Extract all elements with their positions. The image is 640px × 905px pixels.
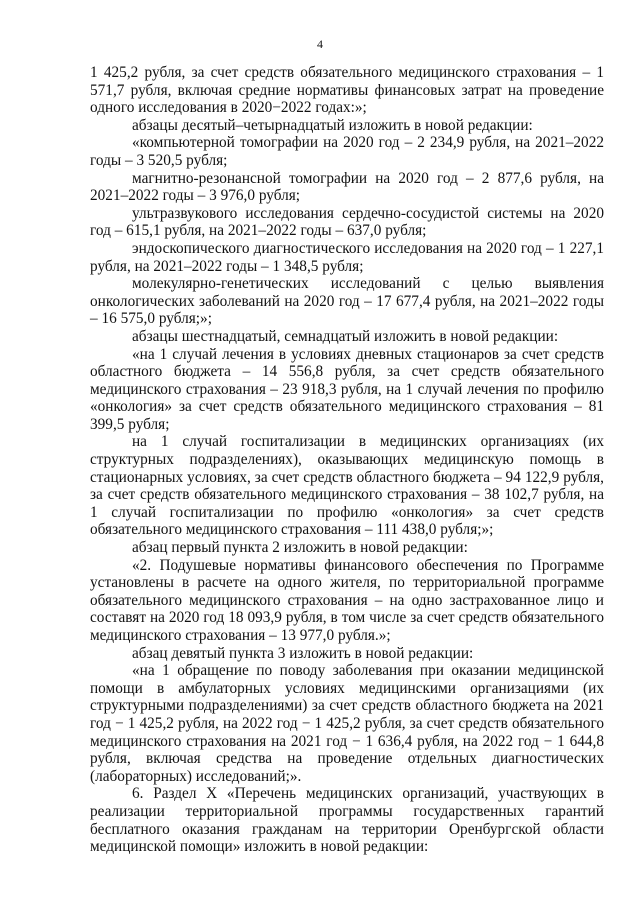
paragraph-ultrasound-norm: ультразвукового исследования сердечно-сосудистой системы на 2020 год – 615,1 рубля, на 2021–2022 годы – 637,0 рубля; bbox=[90, 204, 604, 240]
paragraph-amendment-instruction: абзац девятый пункта 3 изложить в новой редакции: bbox=[132, 644, 474, 662]
paragraph-section-x-amendment: 6. Раздел X «Перечень медицинских организаций, участвующих в реализации территориальной программы государственных гарантий бесплатного оказания гражданам на территории Оренбургской области медицинской помощи» изложить в новой редакции: bbox=[90, 785, 604, 856]
document-body bbox=[90, 64, 604, 856]
page-number: 4 bbox=[317, 37, 323, 51]
paragraph-ct-norm: «компьютерной томографии на 2020 год – 2 234,9 рубля, на 2021–2022 годы – 3 520,5 рубля; bbox=[90, 134, 604, 169]
paragraph-per-capita-norm: «2. Подушевые нормативы финансового обеспечения по Программе установлены в расчете на одного жителя, по территориальной программе обязательного медицинского страхования – на одно застрахованное лицо и составят на 2020 год 18 093,9 рубля, в том числе за счет средств обязательного медицинского страхования – 13 977,0 рубля.»; bbox=[90, 556, 604, 644]
paragraph-amendment-instruction: абзацы десятый–четырнадцатый изложить в новой редакции: bbox=[132, 116, 533, 134]
paragraph-amendment-instruction: абзац первый пункта 2 изложить в новой редакции: bbox=[132, 539, 468, 557]
paragraph-outpatient-norm: «на 1 обращение по поводу заболевания при оказании медицинской помощи в амбулаторных условиях медицинскими организациями (их структурными подразделениями) за счет средств областного бюджета на 2021 год − 1 425,2 рубля, на 2022 год − 1 425,2 рубля, за счет средств обязательного медицинского страхования на 2021 год − 1 636,4 рубля, на 2022 год − 1 644,8 рубля, включая средства на проведение отдельных диагностических (лабораторных) исследований;». bbox=[90, 662, 604, 785]
paragraph-genetic-norm: молекулярно-генетических исследований с целью выявления онкологических заболеваний на 2020 год – 17 677,4 рубля, на 2021–2022 годы – 16 575,0 рубля;»; bbox=[90, 275, 604, 328]
paragraph-endoscopy-norm: эндоскопического диагностического исследования на 2020 год – 1 227,1 рубля, на 2021–2022 годы – 1 348,5 рубля; bbox=[90, 239, 604, 275]
paragraph-continuation: 1 425,2 рубля, за счет средств обязательного медицинского страхования – 1 571,7 рубля, включая средние нормативы финансовых затрат на проведение одного исследования в 2020−2022 годах:»; bbox=[90, 64, 604, 117]
paragraph-mri-norm: магнитно-резонансной томографии на 2020 год – 2 877,6 рубля, на 2021–2022 годы – 3 976,0 рубля; bbox=[90, 169, 604, 205]
paragraph-hospitalization-norm: на 1 случай госпитализации в медицинских организациях (их структурных подразделениях), оказывающих медицинскую помощь в стационарных условиях, за счет средств областного бюджета – 94 122,9 рубля, за счет средств обязательного медицинского страхования – 38 102,7 рубля, на 1 случай госпитализации по профилю «онкология» за счет средств обязательного медицинского страхования – 111 438,0 рубля;»; bbox=[90, 433, 604, 539]
paragraph-amendment-instruction: абзацы шестнадцатый, семнадцатый изложить в новой редакции: bbox=[132, 327, 559, 345]
paragraph-day-hospital-norm: «на 1 случай лечения в условиях дневных стационаров за счет средств областного бюджета – 14 556,8 рубля, за счет средств обязательного медицинского страхования – 23 918,3 рубля, на 1 случай лечения по профилю «онкология» за счет средств обязательного медицинского страхования – 81 399,5 рубля; bbox=[90, 345, 604, 433]
